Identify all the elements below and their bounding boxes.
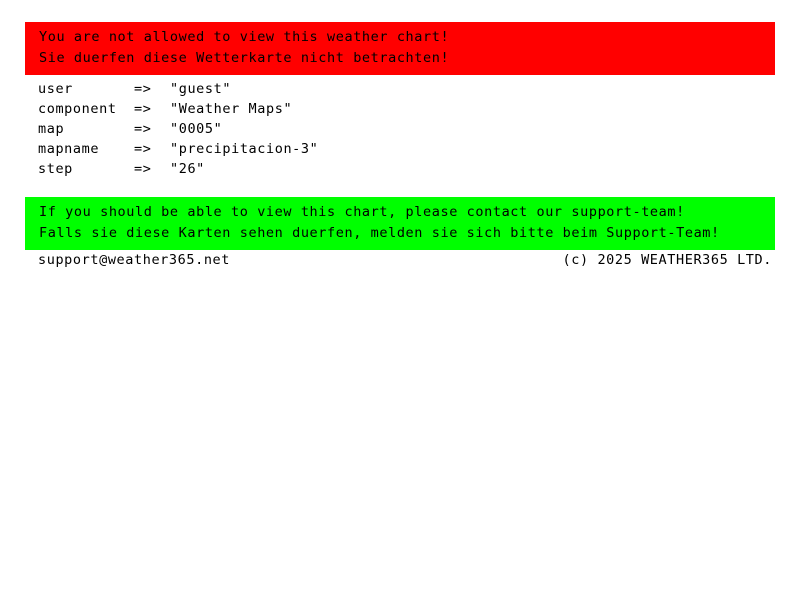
param-arrow: => — [134, 121, 152, 137]
param-row — [38, 79, 318, 99]
param-row — [38, 159, 318, 179]
param-value: "guest" — [170, 81, 232, 97]
param-row — [38, 139, 318, 159]
support-contact-banner — [25, 197, 775, 250]
support-email-link[interactable]: support@weather365.net — [38, 252, 231, 268]
param-row — [38, 119, 318, 139]
param-arrow: => — [134, 101, 152, 117]
support-message-en: If you should be able to view this chart, please contact our support-team! — [39, 204, 685, 220]
param-value: "precipitacion-3" — [170, 141, 319, 157]
param-key: component — [38, 101, 117, 117]
param-key: mapname — [38, 141, 100, 157]
param-row — [38, 99, 318, 119]
access-denied-banner — [25, 22, 775, 75]
access-denied-message-en: You are not allowed to view this weather chart! — [39, 29, 450, 45]
param-arrow: => — [134, 161, 152, 177]
param-key: map — [38, 121, 65, 137]
access-denied-message-de: Sie duerfen diese Wetterkarte nicht betrachten! — [39, 50, 450, 66]
param-key: user — [38, 81, 73, 97]
support-message-de: Falls sie diese Karten sehen duerfen, melden sie sich bitte beim Support-Team! — [39, 225, 720, 241]
param-arrow: => — [134, 141, 152, 157]
param-key: step — [38, 161, 73, 177]
footer — [38, 250, 772, 270]
param-arrow: => — [134, 81, 152, 97]
param-value: "Weather Maps" — [170, 101, 293, 117]
copyright-notice: (c) 2025 WEATHER365 LTD. — [562, 252, 772, 268]
param-value: "26" — [170, 161, 205, 177]
request-parameters — [38, 79, 318, 179]
param-value: "0005" — [170, 121, 223, 137]
